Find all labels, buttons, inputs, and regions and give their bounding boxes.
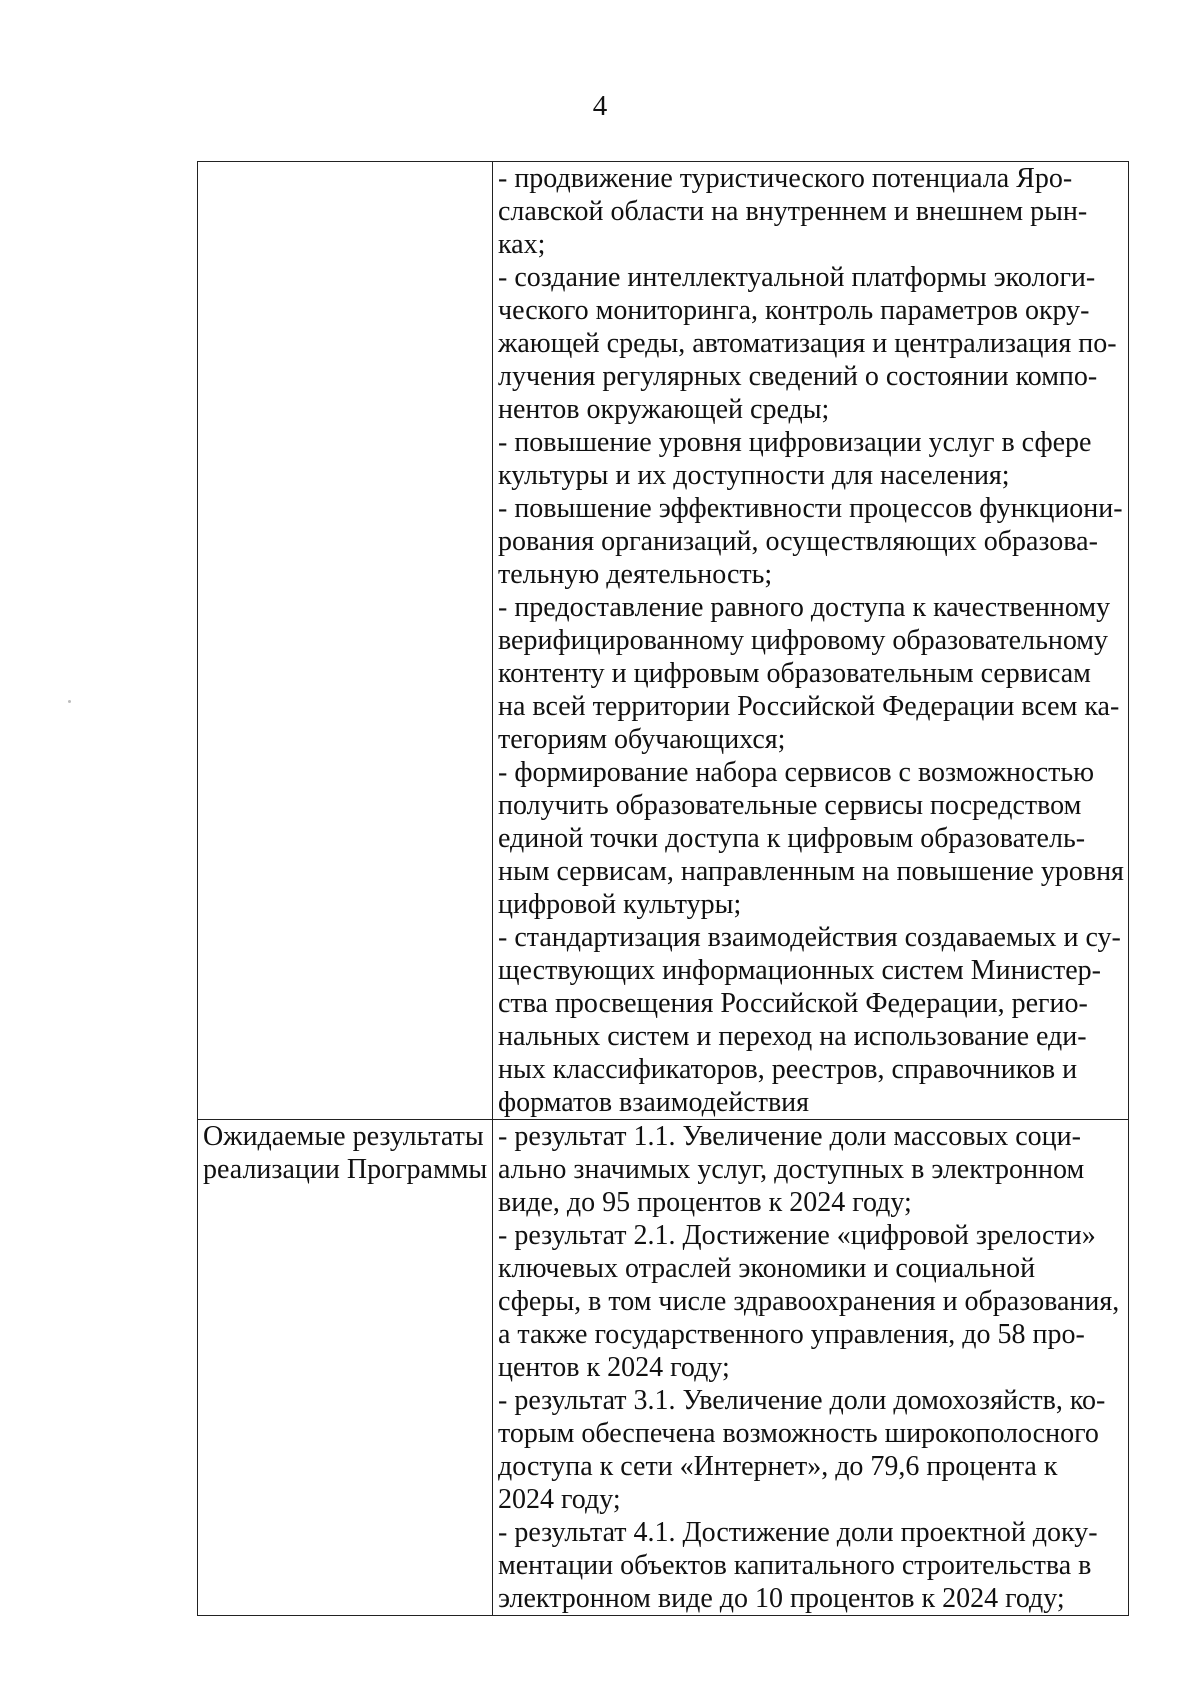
text-line: 2024 году; (498, 1484, 621, 1515)
text-line: - повышение уровня цифровизации услуг в сфере (498, 427, 1092, 458)
row-content-cell (493, 1120, 1129, 1616)
text-line: центов к 2024 году; (498, 1352, 730, 1383)
text-line: ческого мониторинга, контроль параметров окру- (498, 295, 1090, 326)
text-line: форматов взаимодействия (498, 1087, 810, 1118)
text-line: а также государственного управления, до 58 про- (498, 1319, 1085, 1350)
text-line: ках; (498, 229, 546, 260)
page-number: 4 (592, 90, 608, 122)
text-line: славской области на внутреннем и внешнем рын- (498, 196, 1088, 227)
text-line: - стандартизация взаимодействия создаваемых и су- (498, 922, 1121, 953)
text-line: - результат 4.1. Достижение доли проектной доку- (498, 1517, 1098, 1548)
text-line: лучения регулярных сведений о состоянии компо- (498, 361, 1098, 392)
text-line: торым обеспечена возможность широкополосного (498, 1418, 1099, 1449)
text-line: ных классификаторов, реестров, справочников и (498, 1054, 1078, 1085)
text-line: - формирование набора сервисов с возможностью (498, 757, 1095, 788)
text-line: ментации объектов капитального строительства в (498, 1550, 1092, 1581)
text-line: жающей среды, автоматизация и централизация по- (498, 328, 1117, 359)
text-line: ществующих информационных систем Министер- (498, 955, 1101, 986)
text-line: на всей территории Российской Федерации всем ка- (498, 691, 1120, 722)
text-line: тегориям обучающихся; (498, 724, 786, 755)
text-line: нентов окружающей среды; (498, 394, 830, 425)
text-line: рования организаций, осуществляющих образова- (498, 526, 1098, 557)
text-line: - создание интеллектуальной платформы экологи- (498, 262, 1096, 293)
text-line: - предоставление равного доступа к качественному (498, 592, 1111, 623)
scan-speck (68, 700, 71, 703)
text-line: контенту и цифровым образовательным сервисам (498, 658, 1091, 689)
text-line: нальных систем и переход на использование еди- (498, 1021, 1087, 1052)
text-line: тельную деятельность; (498, 559, 773, 590)
text-line: ально значимых услуг, доступных в электронном (498, 1154, 1085, 1185)
text-line: - продвижение туристического потенциала Яро- (498, 163, 1073, 194)
table-row (198, 1120, 1129, 1616)
text-line: электронном виде до 10 процентов к 2024 году; (498, 1583, 1065, 1614)
text-line: ключевых отраслей экономики и социальной (498, 1253, 1036, 1284)
text-line: - повышение эффективности процессов функциони- (498, 493, 1123, 524)
text-line: ства просвещения Российской Федерации, регио- (498, 988, 1088, 1019)
program-passport-table (197, 161, 1129, 1616)
text-line: единой точки доступа к цифровым образователь- (498, 823, 1086, 854)
text-line: культуры и их доступности для населения; (498, 460, 1010, 491)
text-line: доступа к сети «Интернет», до 79,6 процента к (498, 1451, 1058, 1482)
text-line: сферы, в том числе здравоохранения и образования, (498, 1286, 1120, 1317)
text-line: - результат 2.1. Достижение «цифровой зрелости» (498, 1220, 1096, 1251)
text-line: виде, до 95 процентов к 2024 году; (498, 1187, 912, 1218)
text-line: - результат 3.1. Увеличение доли домохозяйств, ко- (498, 1385, 1106, 1416)
text-line: цифровой культуры; (498, 889, 742, 920)
table-row (198, 162, 1129, 1120)
row-label-cell (198, 162, 493, 1120)
text-line: реализации Программы (203, 1154, 488, 1185)
text-line: верифицированному цифровому образовательному (498, 625, 1109, 656)
text-line: ным сервисам, направленным на повышение уровня (498, 856, 1124, 887)
text-line: - результат 1.1. Увеличение доли массовых соци- (498, 1121, 1081, 1152)
row-content-cell (493, 162, 1129, 1120)
text-line: получить образовательные сервисы посредством (498, 790, 1082, 821)
row-label-cell (198, 1120, 493, 1616)
text-line: Ожидаемые результаты (203, 1121, 484, 1152)
